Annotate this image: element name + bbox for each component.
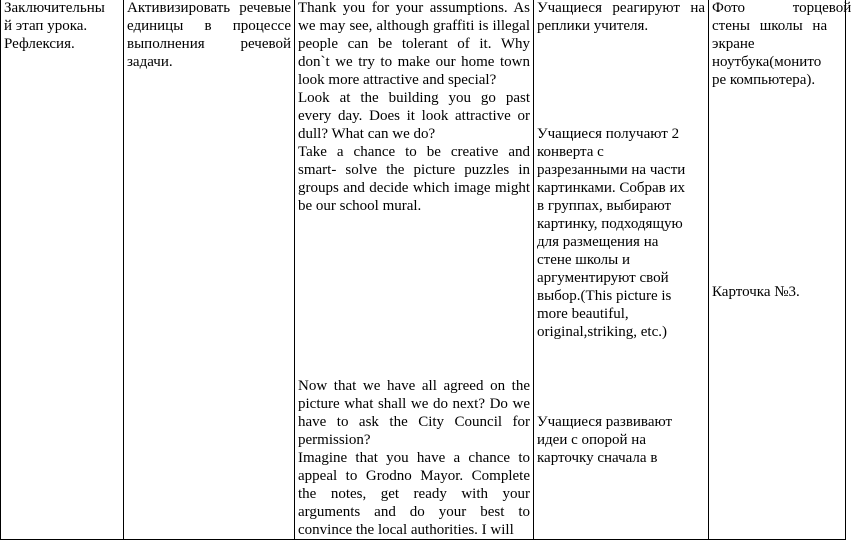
student-activity-cell [534,0,709,540]
objective-text: Активизировать речевые единицы в процессе выполнения речевой задачи. [127,0,291,70]
stage-line-3: Рефлексия. [4,36,75,52]
stage-cell [1,0,124,540]
student-para-2: Учащиеся получают 2 конверта с разрезанными на части картинками. Собрав их в группах, выбирают картинку, подходящую для размещения на стене школы и аргументируют свой выбор.(This picture is more beautiful, original,striking, etc.) [537,126,686,340]
materials-cell [709,0,851,540]
materials-line-4: ноутбука(монито [712,54,822,70]
materials-line-1: Фото торцевой [712,0,851,16]
materials-line-2: стены школы на [712,18,828,34]
teacher-para-1: Thank you for your assumptions. As we may see, although graffiti is illegal people can be tolerant of it. Why don`t we try to make our home town look more attractive and special? [298,0,530,88]
stage-line-2: й этап урока. [4,18,88,34]
teacher-activity-cell [295,0,534,540]
student-para-1: Учащиеся реагируют на реплики учителя. [537,0,705,34]
teacher-para-3: Take a chance to be creative and smart- solve the picture puzzles in groups and decide which image might be our school mural. [298,144,530,214]
teacher-para-2: Look at the building you go past every day. Does it look attractive or dull? What can we do? [298,90,530,142]
teacher-para-4: Now that we have all agreed on the picture what shall we do next? Do we have to ask the City Council for permission? [298,378,530,448]
stage-line-1: Заключительны [4,0,105,16]
materials-line-5: ре компьютера). [712,72,816,88]
materials-line-3: экране [712,36,755,52]
table-row [1,0,846,540]
objective-cell [124,0,295,540]
card-label: Карточка №3. [712,284,800,300]
teacher-para-5: Imagine that you have a chance to appeal to Grodno Mayor. Complete the notes, get ready with your arguments and do your best to convince the local authorities. I will [298,450,530,538]
student-para-3: Учащиеся развивают идеи с опорой на карточку сначала в [537,414,673,466]
